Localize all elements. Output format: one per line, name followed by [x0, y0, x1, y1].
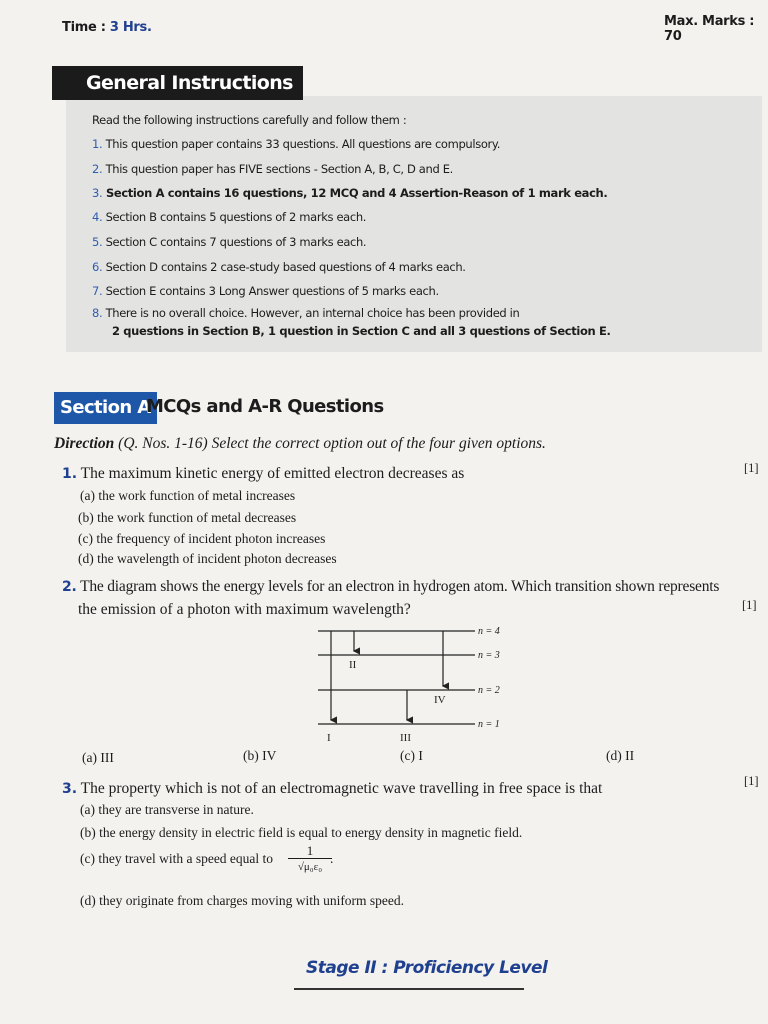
instruction-num: 7. [92, 284, 103, 298]
instruction-item [92, 137, 500, 151]
transition-label: II [349, 659, 357, 671]
instruction-num: 6. [92, 260, 103, 274]
instruction-num: 2. [92, 162, 103, 176]
instruction-text: Section B contains 5 questions of 2 marks each. [105, 210, 367, 224]
time-label-text: Time : [62, 20, 110, 35]
transition-label: I [327, 732, 331, 744]
option: (d) the wavelength of incident photon decreases [78, 551, 337, 566]
instruction-item [92, 235, 366, 249]
max-marks-label: Max. Marks : [664, 14, 755, 29]
instruction-text: Section E contains 3 Long Answer questions of 5 marks each. [105, 284, 439, 298]
instruction-num: 4. [92, 210, 103, 224]
instruction-num: 1. [92, 137, 103, 151]
level-label: n = 2 [478, 685, 500, 696]
instructions-title: General Instructions [52, 66, 303, 100]
option: (a) they are transverse in nature. [80, 802, 254, 817]
instruction-item [92, 186, 607, 200]
instruction-text: There is no overall choice. However, an internal choice has been provided in [105, 306, 520, 320]
question-number: 2. [62, 579, 77, 595]
option: (b) the work function of metal decreases [78, 510, 297, 525]
instruction-text: This question paper has FIVE sections - Section A, B, C, D and E. [105, 162, 453, 176]
instruction-text: This question paper contains 33 questions. All questions are compulsory. [105, 137, 501, 151]
question-marks: [1] [744, 774, 759, 788]
time-value: 3 Hrs. [109, 20, 152, 35]
instruction-item [92, 284, 439, 298]
option: (c) they travel with a speed equal to [80, 851, 274, 866]
fraction [288, 843, 332, 875]
option: (c) the frequency of incident photon increases [78, 531, 326, 546]
fraction-end: . [330, 851, 334, 866]
instruction-item [92, 210, 366, 224]
option: (a) III [82, 750, 114, 765]
direction [54, 435, 546, 453]
instruction-continuation: 2 questions in Section B, 1 question in Section C and all 3 questions of Section E. [112, 324, 611, 338]
question-1 [62, 465, 464, 483]
direction-text: (Q. Nos. 1-16) Select the correct option out of the four given options. [114, 435, 546, 452]
option: (d) II [606, 748, 635, 763]
section-title: MCQs and A-R Questions [146, 396, 384, 417]
question-2 [62, 578, 719, 596]
instruction-text: Section A contains 16 questions, 12 MCQ and 4 Assertion-Reason of 1 mark each. [105, 186, 608, 200]
instruction-num: 5. [92, 235, 103, 249]
instruction-text: Section C contains 7 questions of 3 marks each. [105, 235, 367, 249]
instruction-num: 8. [92, 306, 103, 320]
option: (b) the energy density in electric field is equal to energy density in magnetic field. [80, 825, 523, 840]
question-marks: [1] [742, 598, 757, 612]
instruction-item [92, 306, 519, 320]
option: (b) IV [243, 748, 277, 763]
max-marks [664, 14, 768, 44]
option: (a) the work function of metal increases [80, 488, 296, 503]
instruction-num: 3. [92, 186, 103, 200]
footer-underline [294, 988, 524, 990]
fraction-denominator: √μ₀ε₀ [297, 861, 323, 873]
question-text: The diagram shows the energy levels for an electron in hydrogen atom. Which transition shown represents [80, 578, 720, 595]
fraction-numerator: 1 [288, 843, 332, 859]
level-label: n = 3 [478, 650, 500, 661]
question-text-continued: the emission of a photon with maximum wavelength? [78, 601, 411, 618]
option: (d) they originate from charges moving with uniform speed. [80, 893, 405, 908]
question-3 [62, 780, 602, 798]
energy-level-diagram [310, 620, 510, 745]
transition-label: III [400, 732, 411, 744]
instruction-item [92, 162, 453, 176]
transition-label: IV [434, 694, 446, 706]
level-label: n = 4 [478, 626, 500, 637]
instructions-intro: Read the following instructions carefully and follow them : [92, 113, 407, 127]
option: (c) I [400, 748, 423, 763]
section-badge: Section A [54, 392, 157, 424]
max-marks-value: 70 [664, 29, 682, 44]
question-text: The maximum kinetic energy of emitted electron decreases as [80, 465, 465, 482]
question-text: The property which is not of an electromagnetic wave travelling in free space is that [80, 780, 603, 797]
footer-title: Stage II : Proficiency Level [306, 958, 548, 978]
instruction-text: Section D contains 2 case-study based questions of 4 marks each. [105, 260, 466, 274]
question-marks: [1] [744, 461, 759, 475]
time-label [62, 20, 152, 35]
question-number: 1. [62, 466, 78, 482]
level-label: n = 1 [478, 719, 500, 730]
question-number: 3. [62, 781, 78, 797]
instruction-item [92, 260, 466, 274]
direction-label: Direction [54, 435, 115, 452]
